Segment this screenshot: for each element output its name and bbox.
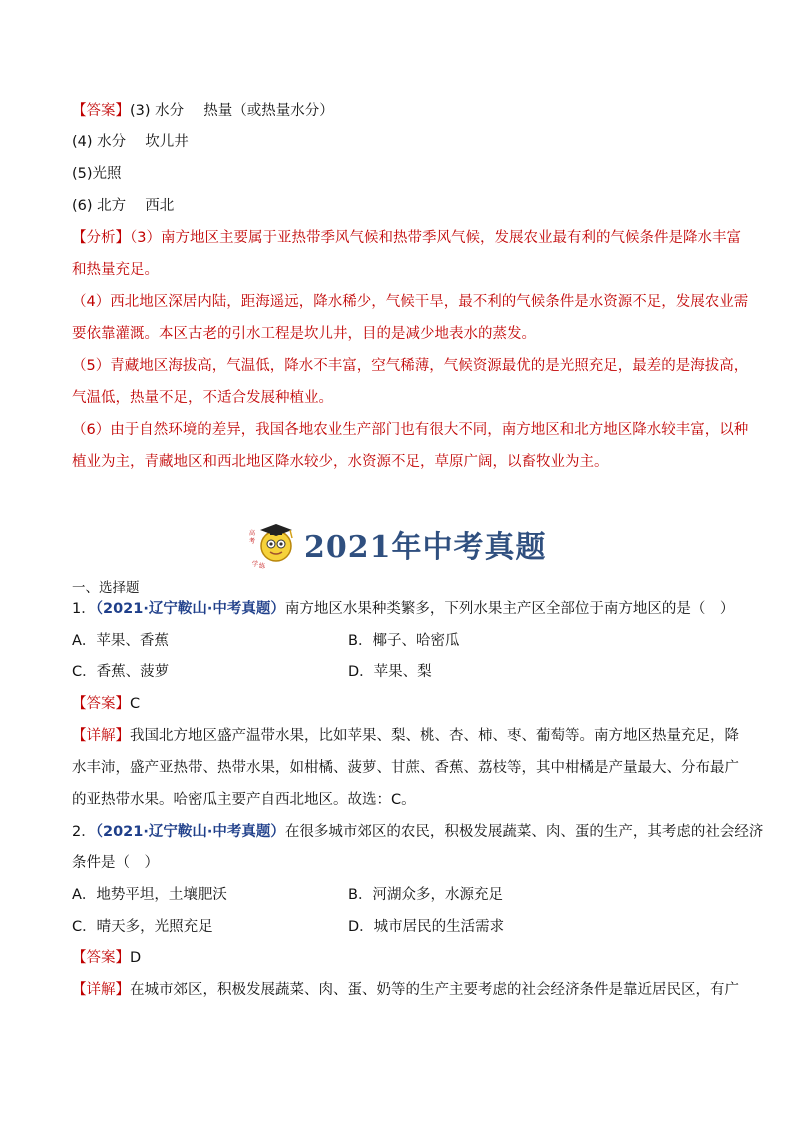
analysis-line: 气温低，热量不足，不适合发展种植业。 bbox=[72, 390, 333, 406]
answer-label: 【答案】 bbox=[72, 696, 130, 712]
question-2-options-row-2 bbox=[72, 917, 732, 937]
answer-line-6: (6) 北方 西北 bbox=[72, 198, 175, 214]
option-c[interactable]: C．香蕉、菠萝 bbox=[72, 664, 170, 680]
option-b[interactable]: B．河湖众多，水源充足 bbox=[348, 887, 503, 903]
question-source: （2021·辽宁鞍山·中考真题） bbox=[95, 601, 285, 617]
answer-line-4: (4) 水分 坎儿井 bbox=[72, 134, 189, 150]
question-2-stem bbox=[72, 822, 764, 842]
option-d[interactable]: D．苹果、梨 bbox=[348, 664, 432, 680]
logo-text-top: 高 bbox=[249, 530, 256, 537]
question-1-options-row-1 bbox=[72, 631, 732, 651]
option-d[interactable]: D．城市居民的生活需求 bbox=[348, 919, 505, 935]
section-heading bbox=[246, 518, 566, 570]
analysis-line bbox=[72, 228, 741, 248]
analysis-line: （5）青藏地区海拔高，气温低，降水不丰富，空气稀薄，气候资源最优的是光照充足，最差的是海拔高， bbox=[72, 358, 749, 374]
answer-label: 【答案】 bbox=[72, 103, 130, 119]
section-title: 2021年中考真题 bbox=[304, 530, 547, 565]
analysis-line: （6）由于自然环境的差异，我国各地农业生产部门也有很大不同，南方地区和北方地区降水较丰富，以种 bbox=[72, 422, 749, 438]
option-c[interactable]: C．晴天多，光照充足 bbox=[72, 919, 213, 935]
answer-text: (3) 水分 热量（或热量水分） bbox=[130, 103, 334, 119]
option-b[interactable]: B．椰子、哈密瓜 bbox=[348, 633, 460, 649]
question-2-detail bbox=[72, 980, 739, 1000]
question-1-stem bbox=[72, 599, 735, 619]
option-a[interactable]: A．地势平坦，土壤肥沃 bbox=[72, 887, 227, 903]
detail-label: 【详解】 bbox=[72, 728, 130, 744]
detail-text: 我国北方地区盛产温带水果，比如苹果、梨、桃、杏、柿、枣、葡萄等。南方地区热量充足，降 bbox=[130, 728, 739, 744]
analysis-label: 【分析】 bbox=[72, 230, 130, 246]
question-1-options-row-2 bbox=[72, 662, 732, 682]
question-text: 南方地区水果种类繁多，下列水果主产区全部位于南方地区的是（ ） bbox=[284, 601, 735, 617]
subsection-title: 一、选择题 bbox=[72, 580, 140, 596]
svg-text:学: 学 bbox=[252, 561, 259, 568]
question-text: 在很多城市郊区的农民，积极发展蔬菜、肉、蛋的生产，其考虑的社会经济 bbox=[284, 824, 764, 840]
answer-value: C bbox=[130, 696, 141, 712]
question-number: 2． bbox=[72, 824, 96, 840]
mascot-logo-icon bbox=[246, 518, 300, 570]
question-2-answer bbox=[72, 948, 732, 968]
analysis-line: 植业为主，青藏地区和西北地区降水较少，水资源不足，草原广阔，以畜牧业为主。 bbox=[72, 454, 609, 470]
svg-text:考: 考 bbox=[249, 538, 256, 545]
detail-line: 的亚热带水果。哈密瓜主要产自西北地区。故选：C。 bbox=[72, 792, 416, 808]
analysis-line: 要依靠灌溉。本区古老的引水工程是坎儿井，目的是减少地表水的蒸发。 bbox=[72, 326, 536, 342]
answer-line-3 bbox=[72, 101, 732, 121]
analysis-line: 和热量充足。 bbox=[72, 262, 159, 278]
answer-label: 【答案】 bbox=[72, 950, 130, 966]
question-source: （2021·辽宁鞍山·中考真题） bbox=[95, 824, 285, 840]
option-a[interactable]: A．苹果、香蕉 bbox=[72, 633, 169, 649]
question-2-options-row-1 bbox=[72, 885, 732, 905]
detail-label: 【详解】 bbox=[72, 982, 130, 998]
detail-line: 水丰沛，盛产亚热带、热带水果，如柑橘、菠萝、甘蔗、香蕉、荔枝等，其中柑橘是产量最大、分布最广 bbox=[72, 760, 739, 776]
question-1-detail bbox=[72, 726, 739, 746]
analysis-text: （3）南方地区主要属于亚热带季风气候和热带季风气候，发展农业最有利的气候条件是降水丰富 bbox=[130, 230, 741, 246]
analysis-line: （4）西北地区深居内陆，距海遥远，降水稀少，气候干旱，最不利的气候条件是水资源不足，发展农业需 bbox=[72, 294, 749, 310]
answer-value: D bbox=[130, 950, 142, 966]
question-2-stem-cont: 条件是（ ） bbox=[72, 855, 159, 871]
question-number: 1． bbox=[72, 601, 96, 617]
answer-line-5: (5)光照 bbox=[72, 166, 122, 182]
svg-text:练: 练 bbox=[259, 563, 266, 570]
detail-text: 在城市郊区，积极发展蔬菜、肉、蛋、奶等的生产主要考虑的社会经济条件是靠近居民区，有广 bbox=[130, 982, 739, 998]
question-1-answer bbox=[72, 694, 732, 714]
